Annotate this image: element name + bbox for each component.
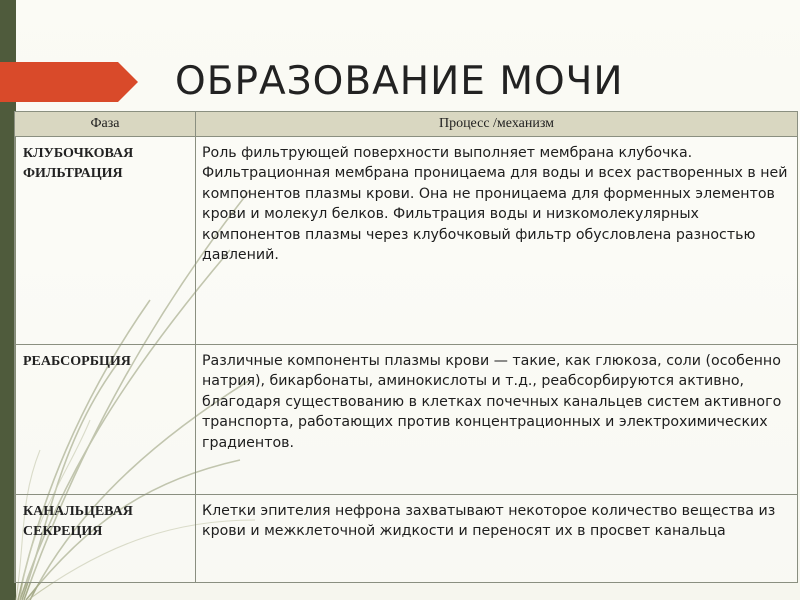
phase-cell: РЕАБСОРБЦИЯ: [15, 345, 196, 495]
phase-cell: КАНАЛЬЦЕВАЯ СЕКРЕЦИЯ: [15, 495, 196, 583]
table-row: [15, 345, 798, 495]
table-header-row: [15, 112, 798, 137]
title-arrow-icon: [0, 62, 140, 102]
phases-table: [14, 111, 798, 583]
process-cell: Клетки эпителия нефрона захватывают некоторое количество вещества из крови и межклеточной жидкости и переносят их в просвет канальца: [196, 495, 798, 583]
phase-cell: КЛУБОЧКОВАЯ ФИЛЬТРАЦИЯ: [15, 137, 196, 345]
table-row: [15, 137, 798, 345]
column-header-process: Процесс /механизм: [196, 112, 798, 137]
column-header-phase: Фаза: [15, 112, 196, 137]
table-row: [15, 495, 798, 583]
slide-title: ОБРАЗОВАНИЕ МОЧИ: [175, 59, 624, 104]
process-cell: Роль фильтрующей поверхности выполняет мембрана клубочка. Фильтрационная мембрана проницаема для воды и всех растворенных в ней компонентов плазмы крови. Она не проницаема для форменных элементов крови и молекул белков. Фильтрация воды и низкомолекулярных компонентов плазмы через клубочковый фильтр обусловлена разностью давлений.: [196, 137, 798, 345]
process-cell: Различные компоненты плазмы крови — такие, как глюкоза, соли (особенно натрия), бикарбонаты, аминокислоты и т.д., реабсорбируются активно, благодаря существованию в клетках почечных канальцев систем активного транспорта, работающих против концентрационных и электрохимических градиентов.: [196, 345, 798, 495]
